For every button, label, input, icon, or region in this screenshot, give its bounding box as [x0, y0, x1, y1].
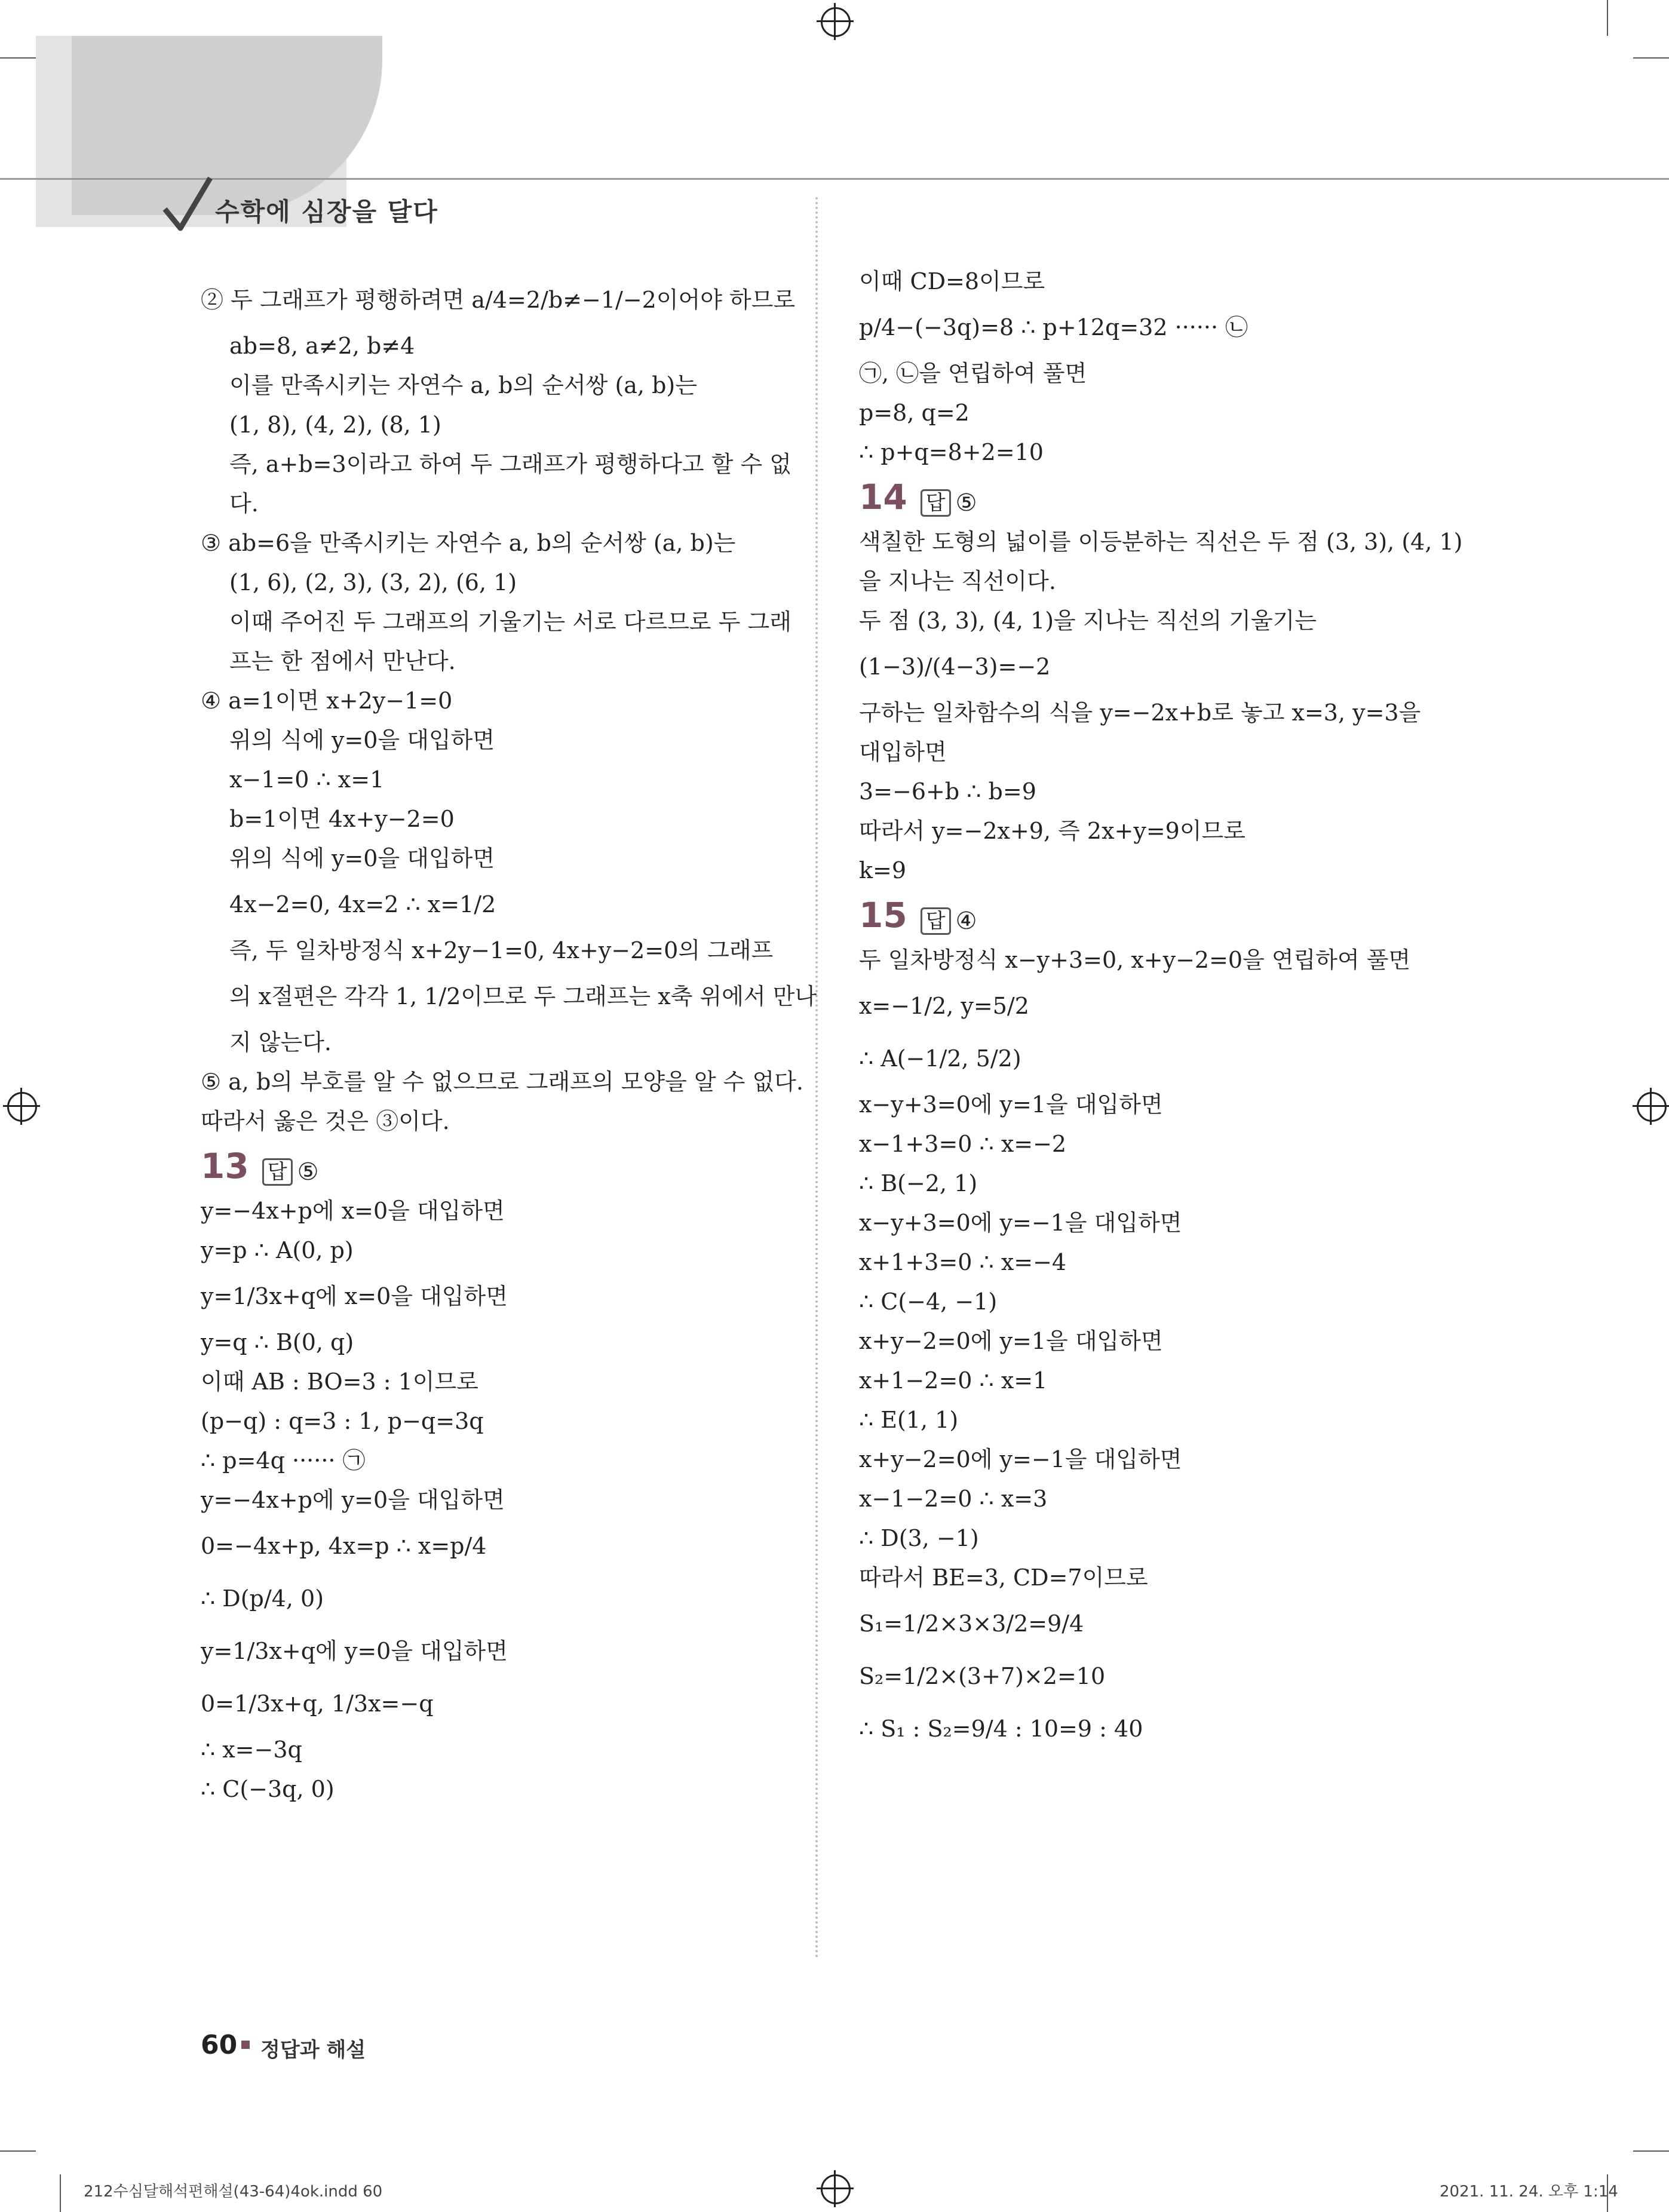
text-line: 이때 주어진 두 그래프의 기울기는 서로 다르므로 두 그래 [229, 609, 791, 635]
problem-header-15 [859, 890, 1456, 940]
book-title: 수학에 심장을 달다 [215, 197, 438, 226]
answer-badge: 답 [921, 489, 951, 517]
text-line: y=−4x+p에 x=0을 대입하면 [201, 1198, 505, 1224]
text-line: S₁=1/2×3×3/2=9/4 [859, 1610, 1084, 1637]
text-line: x+1+3=0 ∴ x=−4 [859, 1249, 1067, 1275]
text-line: ∴ p=4q ······ ㉠ [201, 1447, 366, 1474]
text-line: (p−q) : q=3 : 1, p−q=3q [201, 1408, 484, 1434]
problem-number: 13 [201, 1146, 249, 1186]
text-line: x+y−2=0에 y=−1을 대입하면 [859, 1446, 1182, 1472]
text-line: y=1/3x+q에 x=0을 대입하면 [201, 1283, 508, 1309]
text-line: x+y−2=0에 y=1을 대입하면 [859, 1328, 1163, 1354]
text-line: ∴ p+q=8+2=10 [859, 439, 1044, 465]
section-label: 정답과 해설 [260, 2038, 366, 2062]
text-line: 의 x절편은 각각 1, 1/2이므로 두 그래프는 x축 위에서 만나 [229, 983, 817, 1010]
text-line: 4x−2=0, 4x=2 ∴ x=1/2 [229, 891, 496, 918]
trim-mark [1633, 2150, 1669, 2152]
text-line: ab=8, a≠2, b≠4 [229, 333, 415, 359]
text-line: (1, 6), (2, 3), (3, 2), (6, 1) [229, 569, 517, 596]
text-line: y=1/3x+q에 y=0을 대입하면 [201, 1638, 508, 1664]
right-column [859, 262, 1463, 1755]
text-line: 을 지나는 직선이다. [859, 568, 1056, 594]
print-slug-file: 212수심달해석편해설(43-64)4ok.indd 60 [84, 2183, 383, 2201]
text-line: 위의 식에 y=0을 대입하면 [229, 845, 495, 872]
text-line: 0=1/3x+q, 1/3x=−q [201, 1691, 434, 1717]
text-line: 두 점 (3, 3), (4, 1)을 지나는 직선의 기울기는 [859, 608, 1317, 634]
text-line: ④ a=1이면 x+2y−1=0 [201, 688, 453, 714]
text-line: 0=−4x+p, 4x=p ∴ x=p/4 [201, 1533, 487, 1559]
text-line: p=8, q=2 [859, 400, 970, 426]
text-line: 이때 AB : BO=3 : 1이므로 [201, 1369, 478, 1395]
text-line: ② 두 그래프가 평행하려면 a/4=2/b≠−1/−2이어야 하므로 [201, 287, 796, 313]
text-line: 따라서 y=−2x+9, 즉 2x+y=9이므로 [859, 818, 1245, 844]
text-line: ㉠, ㉡을 연립하여 풀면 [859, 360, 1087, 386]
text-line: ∴ C(−4, −1) [859, 1288, 998, 1315]
text-line: x−1−2=0 ∴ x=3 [859, 1486, 1048, 1512]
text-line: y=p ∴ A(0, p) [201, 1237, 354, 1263]
text-line: p/4−(−3q)=8 ∴ p+12q=32 ······ ㉡ [859, 314, 1248, 340]
text-line: 즉, 두 일차방정식 x+2y−1=0, 4x+y−2=0의 그래프 [229, 937, 774, 964]
text-line: b=1이면 4x+y−2=0 [229, 806, 455, 832]
left-column [201, 274, 817, 1809]
text-line: ∴ C(−3q, 0) [201, 1776, 335, 1802]
text-line: x=−1/2, y=5/2 [859, 993, 1029, 1019]
text-line: ⑤ a, b의 부호를 알 수 없으므로 그래프의 모양을 알 수 없다. [201, 1069, 803, 1095]
text-line: 위의 식에 y=0을 대입하면 [229, 727, 495, 753]
text-line: x−y+3=0에 y=1을 대입하면 [859, 1091, 1163, 1118]
text-line: 구하는 일차함수의 식을 y=−2x+b로 놓고 x=3, y=3을 [859, 700, 1421, 726]
text-line: 색칠한 도형의 넓이를 이등분하는 직선은 두 점 (3, 3), (4, 1) [859, 529, 1463, 555]
registration-mark-left-icon [7, 1092, 37, 1122]
text-line: 대입하면 [859, 739, 947, 765]
page-number: 60 [201, 2030, 238, 2060]
answer-badge: 답 [921, 907, 951, 935]
header-rule [0, 178, 1669, 180]
answer-choice: ⑤ [297, 1158, 319, 1186]
text-line: x+1−2=0 ∴ x=1 [859, 1367, 1048, 1394]
text-line: 3=−6+b ∴ b=9 [859, 778, 1036, 805]
trim-mark [0, 2150, 36, 2152]
registration-mark-top-icon [821, 7, 851, 37]
footer-square-icon [241, 2041, 250, 2049]
registration-mark-right-icon [1637, 1092, 1667, 1122]
text-line: ∴ D(p/4, 0) [201, 1585, 324, 1612]
text-line: 지 않는다. [229, 1029, 332, 1056]
text-line: x−1+3=0 ∴ x=−2 [859, 1131, 1067, 1157]
text-line: 프는 한 점에서 만난다. [229, 648, 456, 674]
text-line: 즉, a+b=3이라고 하여 두 그래프가 평행하다고 할 수 없 [229, 451, 792, 477]
answer-choice: ⑤ [955, 489, 977, 517]
problem-header-14 [859, 472, 1456, 522]
column-divider [815, 197, 818, 1959]
answer-choice: ④ [955, 907, 977, 935]
text-line: ③ ab=6을 만족시키는 자연수 a, b의 순서쌍 (a, b)는 [201, 530, 736, 556]
text-line: y=q ∴ B(0, q) [201, 1329, 354, 1355]
problem-number: 15 [859, 895, 907, 935]
text-line: ∴ E(1, 1) [859, 1407, 959, 1433]
problem-header-13 [201, 1141, 798, 1191]
text-line: y=−4x+p에 y=0을 대입하면 [201, 1487, 505, 1513]
text-line: ∴ x=−3q [201, 1737, 302, 1763]
sqrt-logo-icon [162, 173, 216, 233]
text-line: x−y+3=0에 y=−1을 대입하면 [859, 1210, 1182, 1236]
trim-mark [1633, 57, 1669, 59]
text-line: (1, 8), (4, 2), (8, 1) [229, 412, 441, 438]
text-line: k=9 [859, 857, 907, 883]
text-line: ∴ S₁ : S₂=9/4 : 10=9 : 40 [859, 1716, 1143, 1742]
trim-mark [0, 57, 36, 59]
text-line: 이를 만족시키는 자연수 a, b의 순서쌍 (a, b)는 [229, 372, 697, 398]
text-line: 따라서 옳은 것은 ③이다. [201, 1108, 450, 1134]
text-line: ∴ B(−2, 1) [859, 1170, 978, 1196]
text-line: 따라서 BE=3, CD=7이므로 [859, 1564, 1148, 1591]
text-line: 이때 CD=8이므로 [859, 268, 1045, 294]
trim-mark [1607, 0, 1608, 36]
answer-badge: 답 [262, 1158, 293, 1186]
text-line: x−1=0 ∴ x=1 [229, 766, 385, 793]
text-line: ∴ D(3, −1) [859, 1525, 979, 1551]
text-line: 두 일차방정식 x−y+3=0, x+y−2=0을 연립하여 풀면 [859, 947, 1411, 973]
registration-mark-bottom-icon [821, 2174, 851, 2204]
print-slug-date: 2021. 11. 24. 오후 1:14 [1440, 2183, 1618, 2201]
text-line: 다. [229, 490, 259, 517]
problem-number: 14 [859, 477, 907, 517]
trim-mark [60, 2174, 61, 2212]
text-line: (1−3)/(4−3)=−2 [859, 654, 1051, 680]
text-line: S₂=1/2×(3+7)×2=10 [859, 1663, 1106, 1689]
text-line: ∴ A(−1/2, 5/2) [859, 1045, 1021, 1072]
